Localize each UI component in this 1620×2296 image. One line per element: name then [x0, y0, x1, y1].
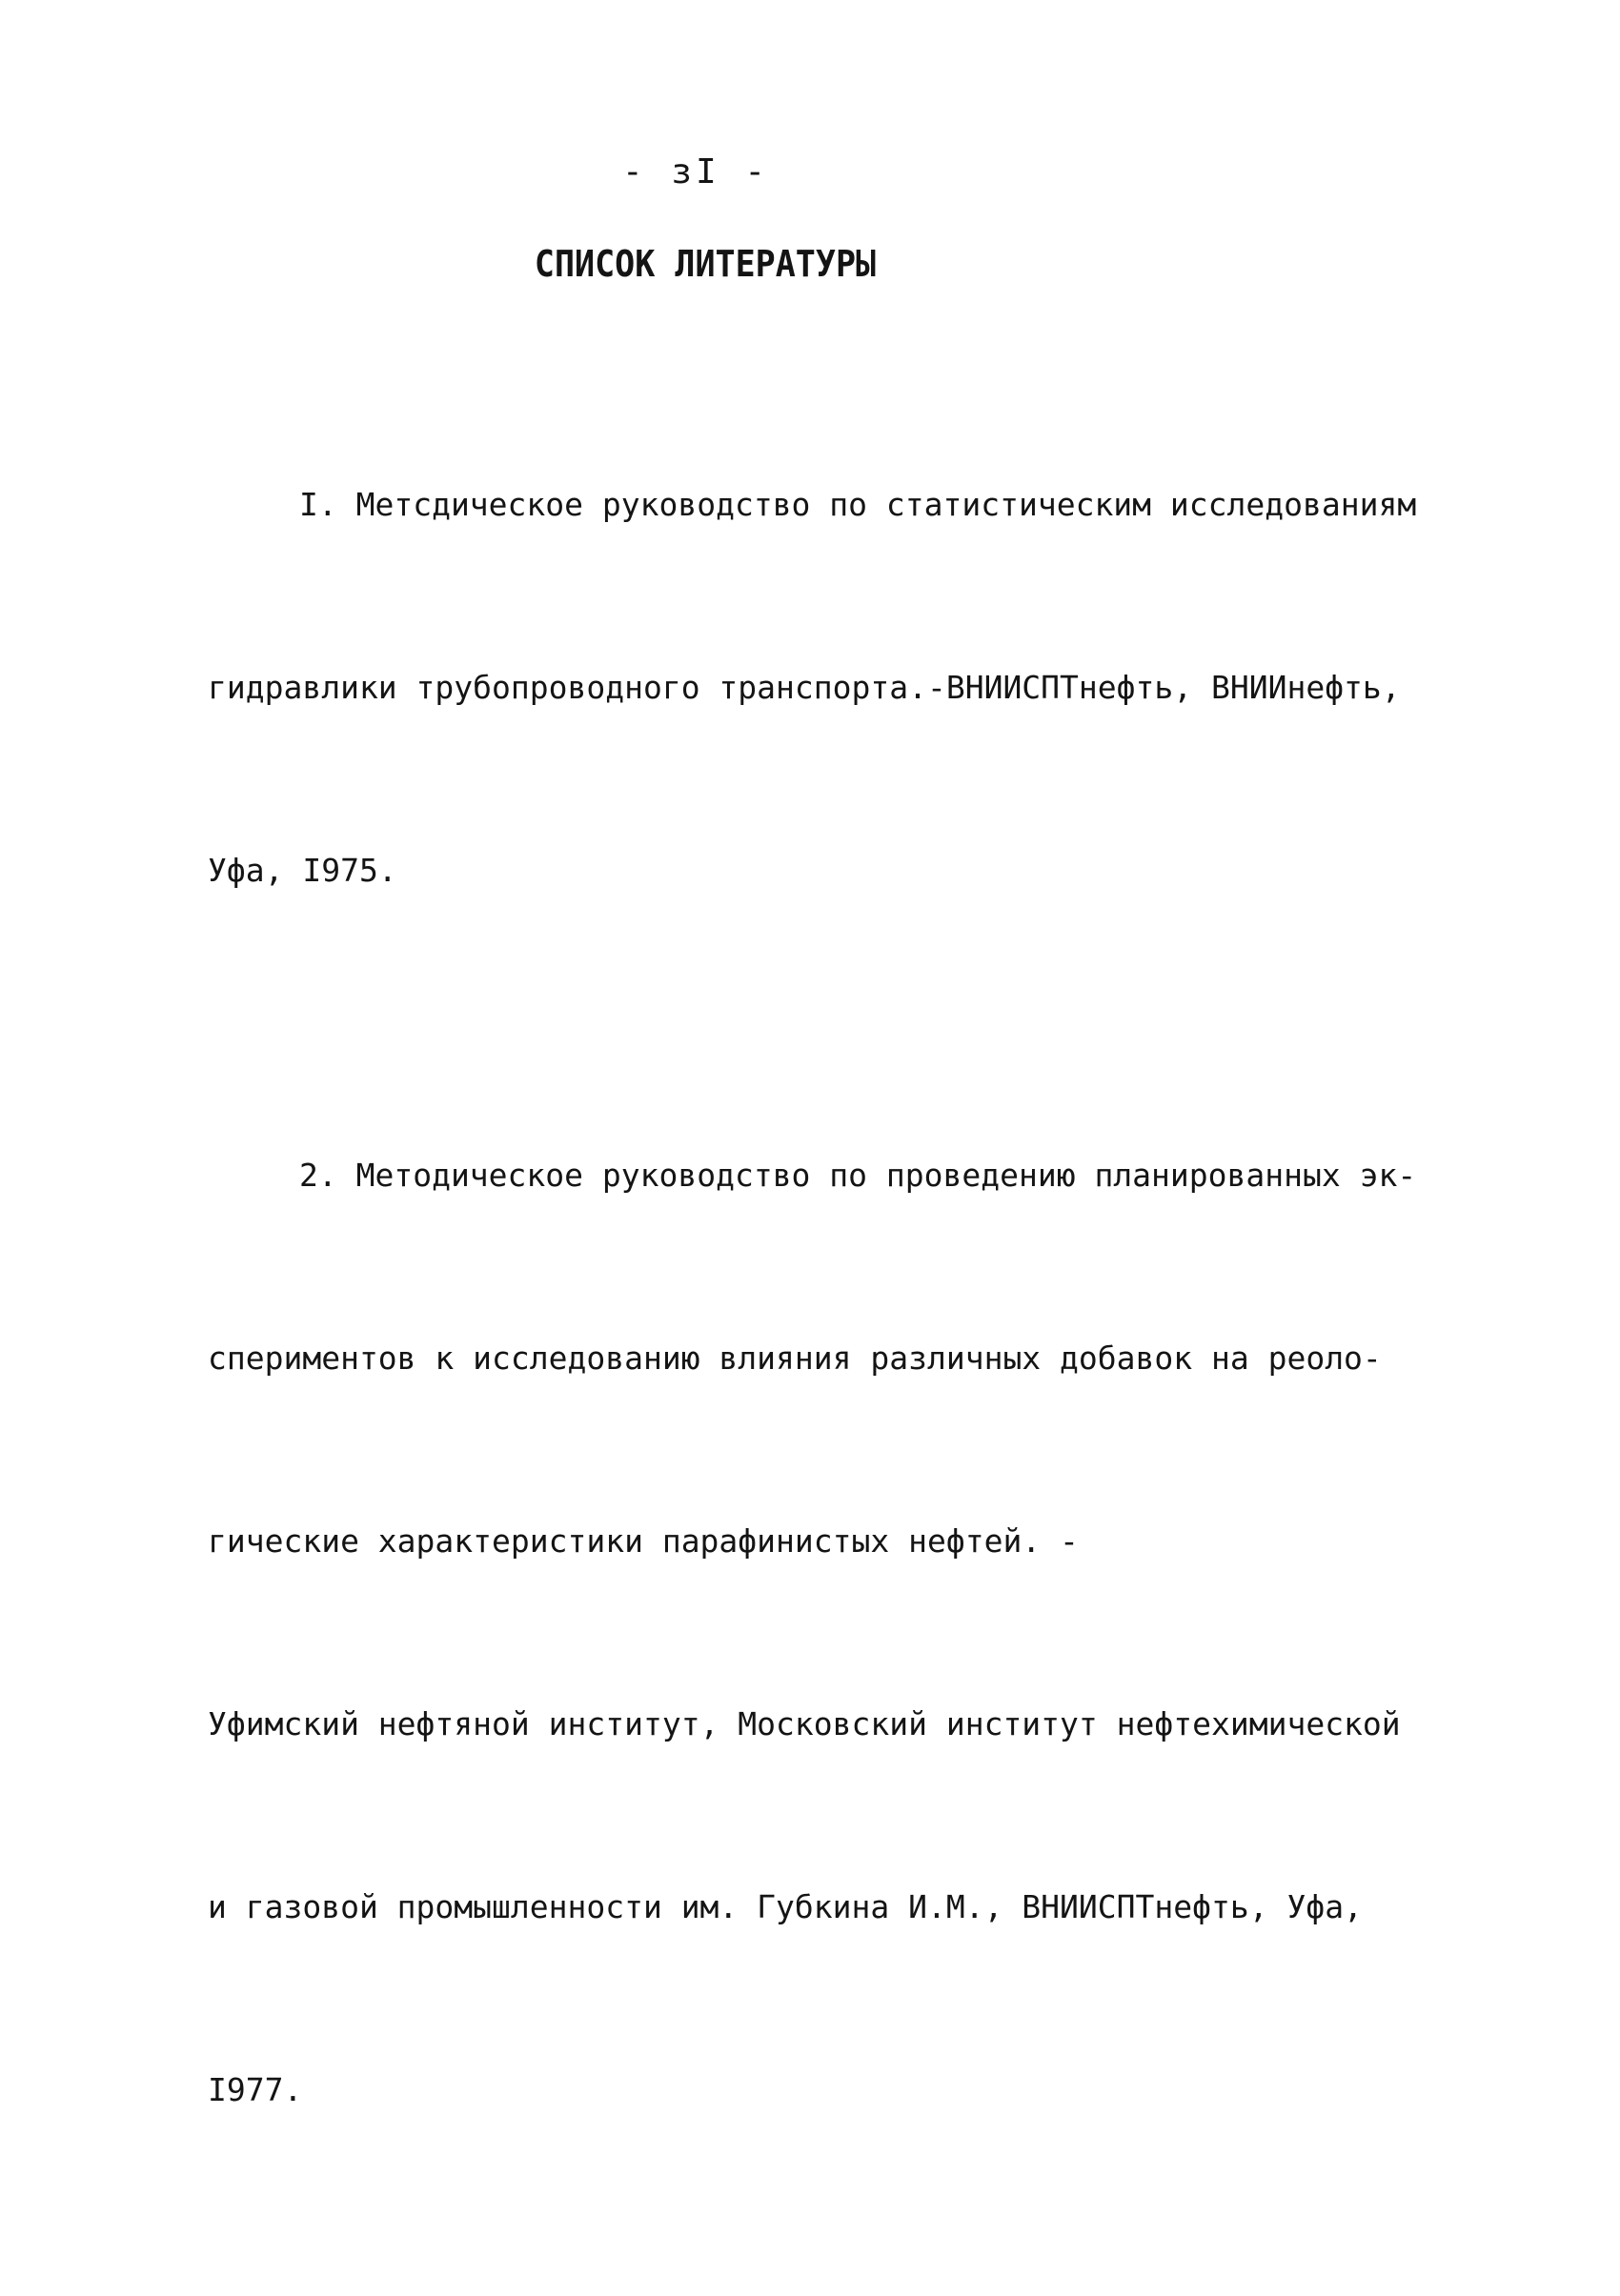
reference-line: Уфа, I975. — [208, 852, 397, 889]
reference-line: I. Метсдическое руководство по статистическим исследованиям — [299, 486, 1417, 523]
page-number: - зI - — [621, 152, 770, 191]
reference-item-2 — [208, 1023, 1447, 2243]
reference-item-1 — [208, 352, 1447, 1023]
reference-line: 2. Методическое руководство по проведению планированных эк- — [299, 1157, 1417, 1194]
page-title: СПИСОК ЛИТЕРАТУРЫ — [534, 244, 877, 286]
reference-line: гические характеристики парафинистых нефтей. - — [208, 1522, 1079, 1560]
reference-line: I977. — [208, 2071, 303, 2108]
reference-line: и газовой промышленности им. Губкина И.М., ВНИИСПТнефть, Уфа, — [208, 1888, 1363, 1925]
reference-line: Уфимский нефтяной институт, Московский институт нефтехимической — [208, 1705, 1401, 1742]
reference-list — [208, 352, 1447, 2243]
reference-line: спериментов к исследованию влияния различных добавок на реоло- — [208, 1339, 1382, 1377]
reference-line: гидравлики трубопроводного транспорта.-ВНИИСПТнефть, ВНИИнефть, — [208, 669, 1401, 706]
